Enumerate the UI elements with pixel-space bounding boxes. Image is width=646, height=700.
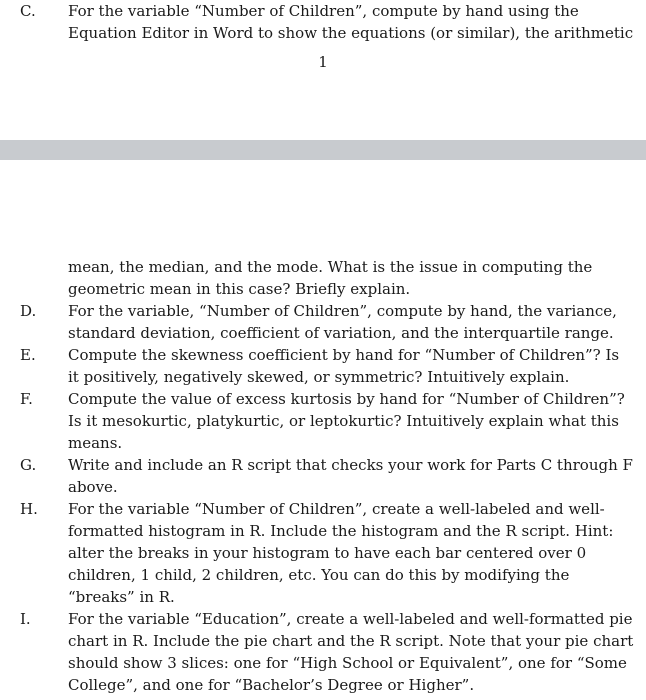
item-i-line: College”, and one for “Bachelor’s Degree or Higher”. <box>68 676 475 694</box>
item-c-line-1: For the variable “Number of Children”, compute by hand using the <box>68 2 579 20</box>
item-d-letter: D. <box>20 302 37 320</box>
item-h-line: alter the breaks in your histogram to have each bar centered over 0 <box>68 544 587 562</box>
item-e-letter: E. <box>20 346 36 364</box>
item-f-letter: F. <box>20 390 33 408</box>
item-h-line: For the variable “Number of Children”, create a well-labeled and well- <box>68 500 605 518</box>
page-break-divider <box>0 140 646 160</box>
continuation-line-2: geometric mean in this case? Briefly explain. <box>68 280 411 298</box>
item-e-line: it positively, negatively skewed, or symmetric? Intuitively explain. <box>68 368 570 386</box>
item-c-letter: C. <box>20 2 36 20</box>
item-i-letter: I. <box>20 610 31 628</box>
item-g-line: Write and include an R script that checks your work for Parts C through F <box>68 456 633 474</box>
item-g-letter: G. <box>20 456 37 474</box>
item-f-line: Is it mesokurtic, platykurtic, or leptokurtic? Intuitively explain what this <box>68 412 619 430</box>
item-f-line: means. <box>68 434 123 452</box>
item-h-letter: H. <box>20 500 38 518</box>
item-c-line-2: Equation Editor in Word to show the equations (or similar), the arithmetic <box>68 24 634 42</box>
item-f-line: Compute the value of excess kurtosis by hand for “Number of Children”? <box>68 390 625 408</box>
item-i-line: For the variable “Education”, create a well-labeled and well-formatted pie <box>68 610 633 628</box>
item-d-line: For the variable, “Number of Children”, compute by hand, the variance, <box>68 302 617 320</box>
continuation-line-1: mean, the median, and the mode. What is the issue in computing the <box>68 258 593 276</box>
item-e-line: Compute the skewness coefficient by hand for “Number of Children”? Is <box>68 346 620 364</box>
page-1-fragment <box>0 0 646 140</box>
item-d-line: standard deviation, coefficient of variation, and the interquartile range. <box>68 324 614 342</box>
item-h-line: children, 1 child, 2 children, etc. You can do this by modifying the <box>68 566 570 584</box>
item-i-line: should show 3 slices: one for “High School or Equivalent”, one for “Some <box>68 654 627 672</box>
item-i-line: chart in R. Include the pie chart and the R script. Note that your pie chart <box>68 632 634 650</box>
item-h-line: “breaks” in R. <box>68 588 175 606</box>
page-number: 1 <box>318 53 328 71</box>
item-g-line: above. <box>68 478 118 496</box>
item-h-line: formatted histogram in R. Include the histogram and the R script. Hint: <box>68 522 614 540</box>
